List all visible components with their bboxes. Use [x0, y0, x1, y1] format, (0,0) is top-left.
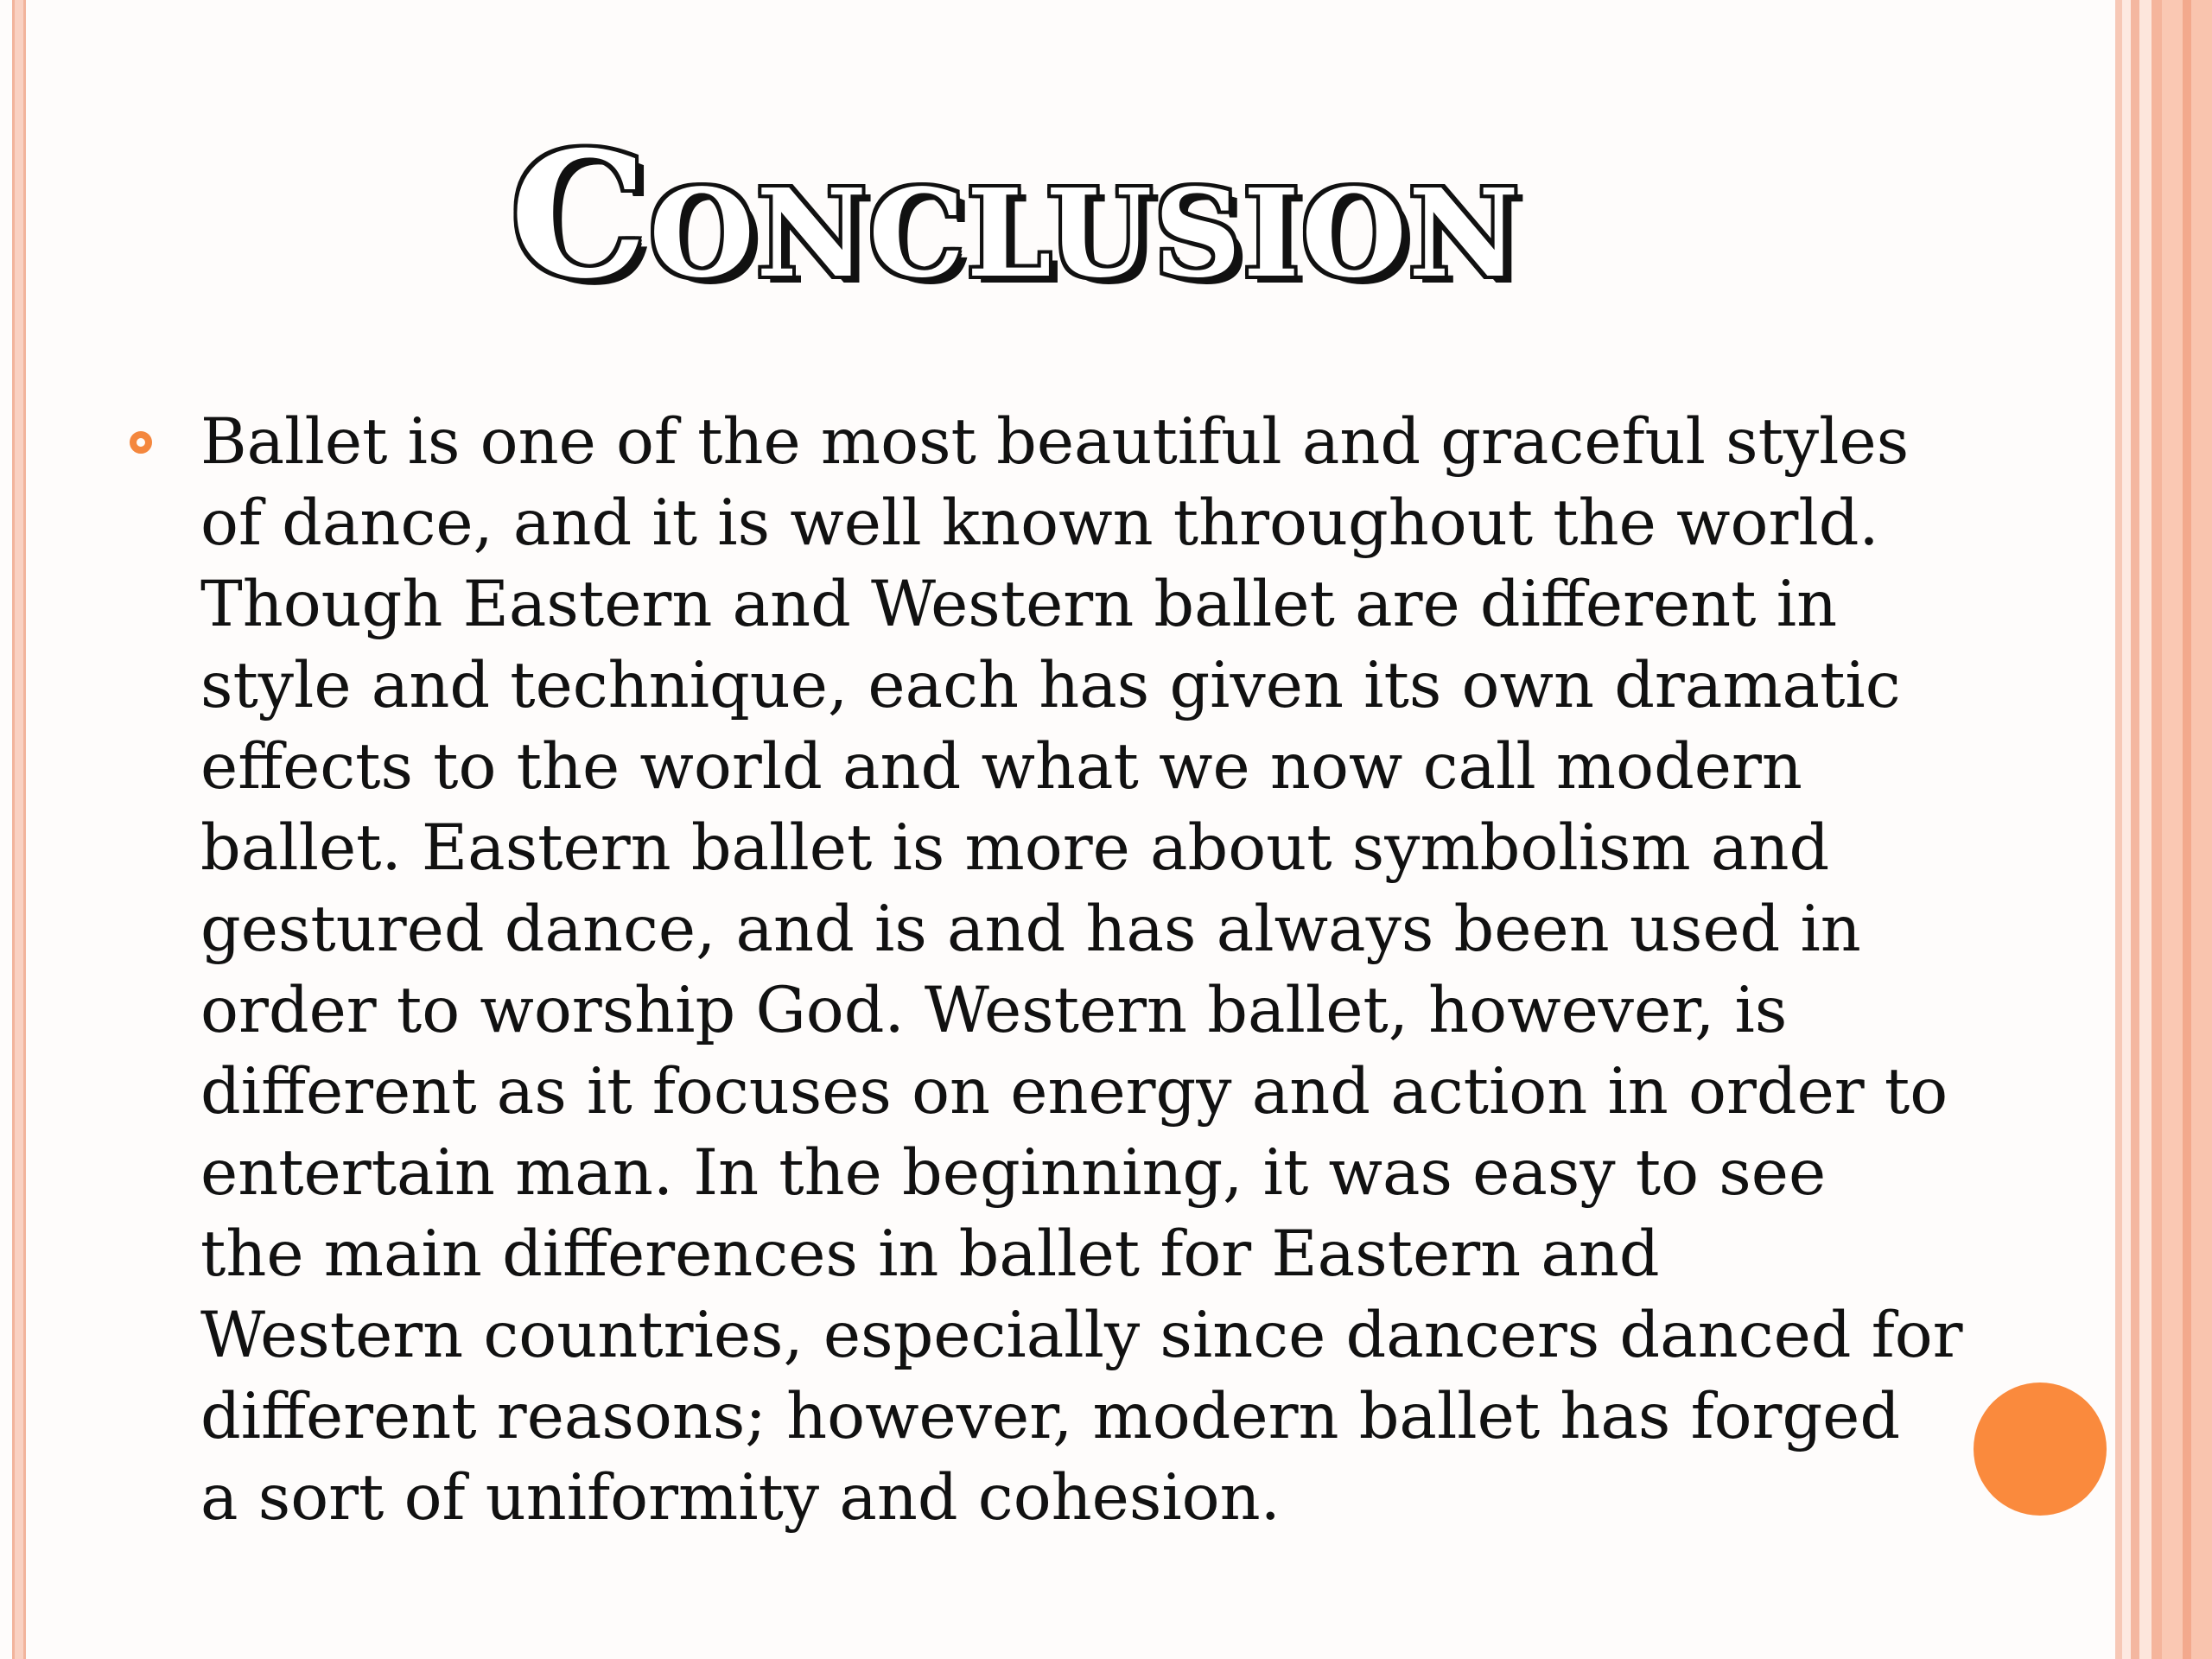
- paragraph-line: entertain man. In the beginning, it was easy to see: [200, 1136, 1827, 1210]
- right-decorative-stripes: [2115, 0, 2212, 1659]
- paragraph-line: different reasons; however, modern ballet has forged: [200, 1380, 1901, 1453]
- paragraph-line: Though Eastern and Western ballet are different in: [200, 568, 1838, 641]
- slide-title: Conclusion: [510, 114, 1521, 317]
- paragraph-line: style and technique, each has given its own dramatic: [200, 649, 1901, 722]
- paragraph-line: Western countries, especially since dancers danced for: [200, 1299, 1963, 1372]
- paragraph-line: a sort of uniformity and cohesion.: [200, 1461, 1281, 1535]
- paragraph-line: effects to the world and what we now call modern: [200, 730, 1802, 804]
- paragraph-line: ballet. Eastern ballet is more about symbolism and: [200, 811, 1830, 885]
- paragraph-line: gestured dance, and is and has always been used in: [200, 893, 1861, 966]
- orange-circle-decoration: [1974, 1382, 2107, 1516]
- bullet-paragraph: [200, 402, 2041, 1539]
- paragraph-line: of dance, and it is well known throughout the world.: [200, 486, 1879, 560]
- paragraph-line: order to worship God. Western ballet, however, is: [200, 974, 1788, 1047]
- paragraph-line: the main differences in ballet for Eastern and: [200, 1217, 1660, 1291]
- paragraph-line: Ballet is one of the most beautiful and graceful styles: [200, 405, 1910, 479]
- hollow-circle-bullet-icon: [130, 431, 152, 454]
- paragraph-line: different as it focuses on energy and action in order to: [200, 1055, 1948, 1128]
